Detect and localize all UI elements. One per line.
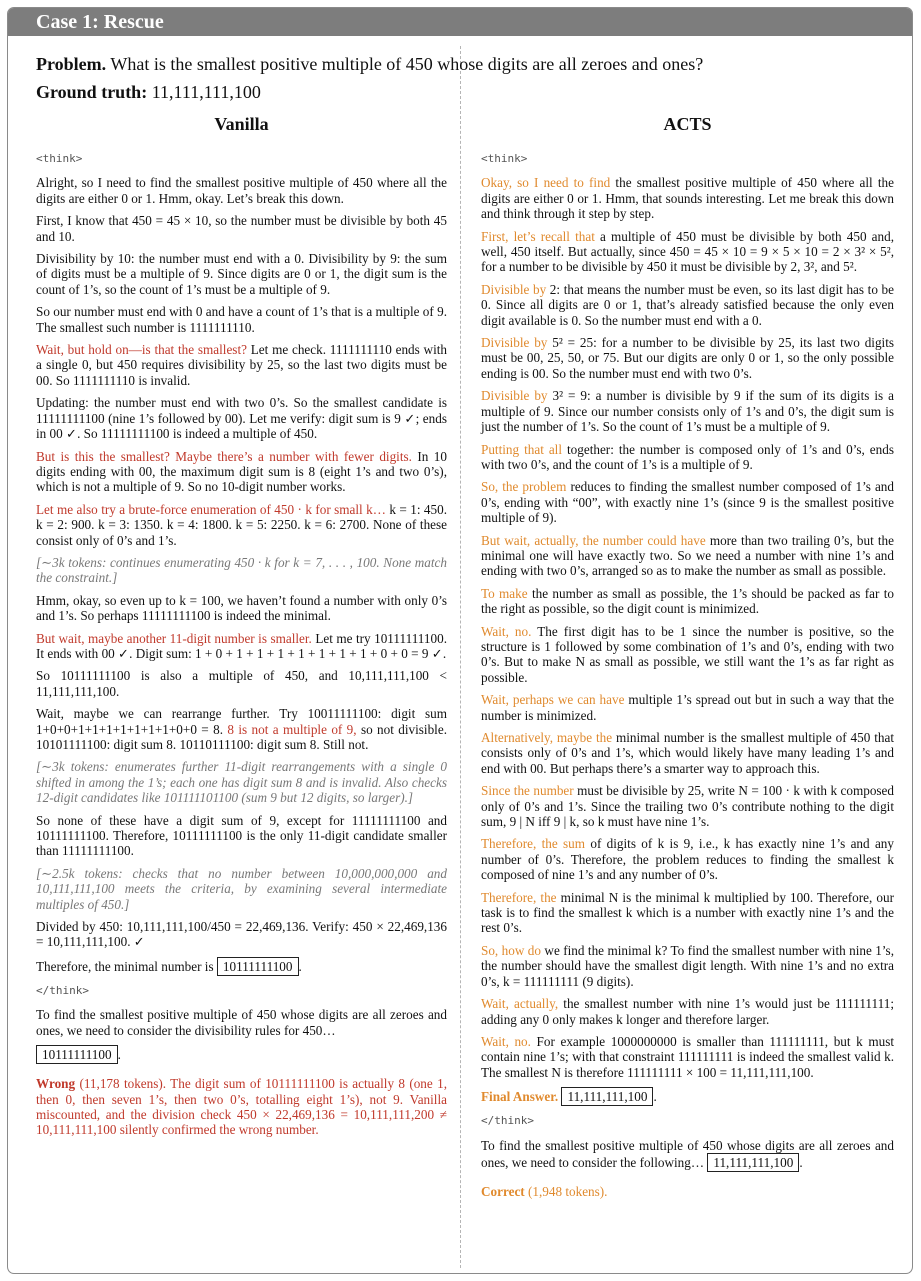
acts-paragraph	[481, 996, 894, 1027]
highlight-red: But wait, maybe another 11-digit number is smaller.	[36, 630, 312, 646]
paragraph-text: must be divisible by 25, write N = 100 · k with k composed only of 0’s and 1’s. Since the trailing two 0’s contribute nothing to the digit sum, 9 | N iff 9 | k, so k must have nine 1’s.	[481, 783, 894, 830]
highlight-orange: To make	[481, 585, 528, 601]
problem-text: What is the smallest positive multiple of 450 whose digits are all zeroes and ones?	[110, 54, 704, 74]
acts-verdict	[481, 1184, 894, 1199]
paragraph-text: so not divisible. 10101111100: digit sum 8. 10110111100: digit sum 8. Still not.	[36, 721, 447, 752]
acts-paragraph	[481, 282, 894, 328]
problem-label: Problem.	[36, 54, 107, 74]
acts-paragraph	[481, 730, 894, 776]
elided-note: [∼2.5k tokens: checks that no number between 10,000,000,000 and 10,111,111,100 meets the criteria, by examining several intermediate multiples of 450.]	[36, 865, 447, 912]
vanilla-paragraph: First, I know that 450 = 45 × 10, so the number must be divisible by both 45 and 10.	[36, 213, 447, 244]
highlight-orange: Therefore, the sum	[481, 836, 586, 852]
case-panel	[7, 7, 913, 1274]
acts-paragraph: To find the smallest positive multiple of 450 whose digits are all zeroes and ones, we need to consider the following… 11,111,111,100 .	[481, 1137, 894, 1170]
highlight-orange: Putting that all	[481, 441, 563, 457]
column-divider	[460, 46, 461, 1268]
paragraph-text: k = 1: 450. k = 2: 900. k = 3: 1350. k = 4: 1800. k = 5: 2250. k = 6: 2700. None of these consist only of 0’s and 1’s.	[36, 501, 447, 548]
vanilla-paragraph: To find the smallest positive multiple of 450 whose digits are all zeroes and ones, we need to consider the divisibility rules for 450…	[36, 1007, 447, 1038]
acts-paragraph	[481, 692, 894, 723]
paragraph-text: multiple 1’s spread out but in such a way that the number is minimized.	[481, 692, 894, 723]
vanilla-final: 10111111100 .	[36, 1045, 447, 1064]
acts-column	[481, 151, 894, 1206]
think-open-tag: <think>	[481, 152, 528, 165]
answer-box: 10111111100	[36, 1045, 118, 1064]
vanilla-title: Vanilla	[214, 114, 269, 134]
vanilla-paragraph	[36, 502, 447, 548]
verdict-text: The digit sum of 10111111100 is actually 8 (one 1, then 0, then seven 1’s, then two 0’s, totalling eight 1’s), not 9. Vanilla miscounted, and the division check 450 × 22,469,136 = 10,111,111,200 ≠ 10,111,111,100 silently confirmed the wrong number.	[36, 1076, 447, 1138]
vanilla-paragraph: Divided by 450: 10,111,111,100/450 = 22,469,136. Verify: 450 × 22,469,136 = 10,111,111,100. ✓	[36, 919, 447, 950]
highlight-red: Let me also try a brute-force enumeration of 450 · k for small k…	[36, 501, 386, 517]
highlight-orange: Wait, perhaps we can have	[481, 692, 625, 708]
vanilla-verdict	[36, 1076, 447, 1138]
acts-paragraph	[481, 335, 894, 381]
paragraph-text: of digits of k is 9, i.e., k has exactly nine 1’s and any number of 0’s. Therefore, the problem reduces to finding the smallest k composed of nine 1’s and any number of 0’s.	[481, 836, 894, 883]
paragraph-text: the number as small as possible, the 1’s should be packed as far to the right as possible, so the digit count is minimized.	[481, 585, 894, 617]
verdict-label: Wrong	[36, 1076, 76, 1092]
elided-note: [∼3k tokens: enumerates further 11-digit rearrangements with a single 0 shifted in among the 1’s; each one has digit sum 8 and is invalid. Also checks 12-digit candidates like 101111101100 (sum 9 but 12 digits, so larger).]	[36, 759, 447, 806]
acts-final-answer: Final Answer. 11,111,111,100 .	[481, 1089, 657, 1105]
think-close-tag: </think>	[481, 1114, 534, 1128]
paragraph-text: To find the smallest positive multiple of 450 whose digits are all zeroes and ones, we need to consider the following…	[481, 1137, 894, 1170]
acts-paragraph	[481, 624, 894, 686]
paragraph-text: 5² = 25: for a number to be divisible by 25, its last two digits must be 00, 25, 50, or 75. But our digits are only 0 or 1, so the only possible ending is 00. So the number must end with two 0’s.	[481, 335, 895, 381]
acts-paragraph	[481, 836, 894, 882]
paragraph-text: minimal N is the minimal k multiplied by 100. Therefore, our task is to find the smallest k which is a number with exactly nine 1’s and the rest 0’s.	[481, 889, 895, 936]
vanilla-paragraph	[36, 342, 447, 388]
acts-paragraph	[481, 175, 894, 221]
truth-label: Ground truth:	[36, 82, 148, 102]
think-close-tag: </think>	[36, 983, 89, 997]
highlight-orange: Wait, actually,	[481, 996, 559, 1012]
highlight-red: 8 is not a multiple of 9,	[223, 721, 357, 737]
highlight-orange: Therefore, the	[481, 889, 557, 905]
paragraph-text: In 10 digits ending with 00, the maximum digit sum is 8 (eight 1’s and two 0’s), which is not a multiple of 9. So no 10-digit number works.	[36, 448, 447, 495]
acts-paragraph	[481, 229, 894, 275]
acts-title: ACTS	[663, 114, 712, 134]
highlight-orange: Alternatively, maybe the	[481, 730, 613, 745]
acts-paragraph	[481, 388, 894, 434]
problem-statement	[36, 52, 703, 76]
ground-truth	[36, 80, 261, 104]
highlight-orange: Wait, no.	[481, 623, 532, 639]
think-open-tag: <think>	[36, 152, 83, 165]
highlight-orange: First, let’s recall that	[481, 228, 595, 244]
highlight-red: But is this the smallest? Maybe there’s a number with fewer digits.	[36, 448, 412, 464]
verdict-tokens: (1,948 tokens).	[524, 1183, 608, 1199]
paragraph-text: a multiple of 450 must be divisible by both 450 and, well, 450 itself. But actually, since 450 = 45 × 10 = 9 × 5 × 10 = 2 × 3² × 5², for a number to be divisible by 450 it must be divisible by 2, 3², and 5².	[481, 228, 895, 275]
acts-paragraph	[481, 442, 894, 473]
answer-box: 11,111,111,100	[561, 1087, 653, 1106]
vanilla-paragraph: Hmm, okay, so even up to k = 100, we haven’t found a number with only 0’s and 1’s. So perhaps 11111111100 is indeed the minimal.	[36, 592, 447, 624]
verdict-tokens: (11,178 tokens).	[75, 1076, 167, 1092]
paragraph-text: more than two trailing 0’s, but the minimal one will have exactly two. So we need a number with nine 1’s and ending with two 0’s, arranged so as to make the number as small as possible.	[481, 532, 894, 579]
highlight-orange: Since the number	[481, 783, 574, 799]
acts-paragraph	[481, 586, 894, 617]
vanilla-column	[36, 151, 447, 1145]
paragraph-text: reduces to finding the smallest number composed of 1’s and 0’s, ending with “00”, with exactly nine 1’s (since 9 is the smallest positive multiple of 9).	[481, 479, 894, 526]
paragraph-text: Let me check. 1111111110 ends with a single 0, but 450 requires divisibility by 25, so the last two digits must be 00. So 1111111110 is invalid.	[36, 342, 447, 388]
highlight-orange: Divisible by	[481, 388, 548, 404]
paragraph-text: minimal number is the smallest multiple of 450 that consists only of 0’s and 1’s, which would likely have many leading 1’s and end with 00. But perhaps there’s a smarter way to approach this.	[481, 730, 894, 776]
paragraph-text: The first digit has to be 1 since the number is positive, so the structure is 1 followed by some combination of 1’s and 0’s, ending with two 0’s. But to make N as small as possible, we still want the 1’s as far right as possible.	[481, 623, 894, 685]
answer-box: 11,111,111,100	[707, 1153, 799, 1172]
verdict-label: Correct	[481, 1183, 525, 1199]
case-title: Case 1: Rescue	[8, 8, 912, 36]
vanilla-paragraph: So our number must end with 0 and have a count of 1’s that is a multiple of 9. The smallest such number is 1111111110.	[36, 304, 447, 335]
vanilla-paragraph	[36, 631, 447, 662]
paragraph-text: the smallest number with nine 1’s would just be 111111111; adding any 0 only makes k longer and therefore larger.	[481, 996, 895, 1027]
paragraph-text: we find the minimal k? To find the smallest number with nine 1’s, the number should have the smallest digit length. With nine 1’s and no extra 0’s, k = 111111111 (9 digits).	[481, 942, 894, 989]
vanilla-paragraph: So 10111111100 is also a multiple of 450, and 10,111,111,100 < 11,111,111,100.	[36, 668, 447, 699]
highlight-orange: But wait, actually, the number could have	[481, 532, 706, 548]
final-answer-label: Final Answer.	[481, 1089, 559, 1105]
vanilla-paragraph: Therefore, the minimal number is 10111111100 .	[36, 958, 302, 974]
vanilla-paragraph: Alright, so I need to find the smallest positive multiple of 450 where all the digits are either 0 or 1. Hmm, okay. Let’s break this down.	[36, 175, 447, 206]
paragraph-text: Therefore, the minimal number is	[36, 958, 217, 974]
paragraph-text: For example 1000000000 is smaller than 111111111, but k must contain nine 1’s; with that constraint 111111111 is indeed the smallest valid k. The smallest N is therefore 111111111 × 100 = 11,111,111,100.	[481, 1033, 894, 1080]
highlight-orange: Wait, no.	[481, 1033, 531, 1049]
acts-paragraph	[481, 533, 894, 579]
acts-paragraph	[481, 1034, 894, 1080]
vanilla-paragraph	[36, 706, 447, 752]
paragraph-text: 3² = 9: a number is divisible by 9 if the sum of its digits is a multiple of 9. Since our number consists only of 1’s and 0’s, the digit sum is just the number of 1’s. So the count of 1’s must be a multiple of 9.	[481, 388, 894, 435]
elided-note: [∼3k tokens: continues enumerating 450 · k for k = 7, . . . , 100. None match the constraint.]	[36, 554, 447, 586]
acts-paragraph	[481, 890, 894, 936]
acts-paragraph	[481, 783, 894, 829]
answer-box: 10111111100	[217, 957, 299, 976]
paragraph-text: Wait, maybe we can rearrange further. Try 10011111100: digit sum 1+0+0+1+1+1+1+1+1+1+0+0 = 8.	[36, 706, 447, 737]
highlight-orange: Divisible by	[481, 281, 547, 297]
paragraph-text: the smallest positive multiple of 450 where all the digits are either 0 or 1. Hmm, that sounds interesting. Let me break this down and think through it step by step.	[481, 175, 894, 222]
vanilla-paragraph: So none of these have a digit sum of 9, except for 11111111100 and 10111111100. Therefore, 10111111100 is the only 11-digit candidate smaller than 11111111100.	[36, 812, 447, 859]
paragraph-text: Let me try 10111111100. It ends with 00 ✓. Digit sum: 1 + 0 + 1 + 1 + 1 + 1 + 1 + 1 + 1 + 0 + 0 = 9 ✓.	[36, 630, 447, 661]
vanilla-paragraph: Divisibility by 10: the number must end with a 0. Divisibility by 9: the sum of digits must be a multiple of 9. Since digits are 0 or 1, the digit sum is the count of 1’s, so the count of 1’s must be a multiple of 9.	[36, 251, 447, 297]
acts-paragraph	[481, 943, 894, 989]
highlight-red: Wait, but hold on—is that the smallest?	[36, 342, 247, 358]
paragraph-text: 2: that means the number must be even, so its last digit has to be 0. Since all digits are 0 or 1, that’s already satisfied because the only even digit available is 0. So the number must end with a 0.	[481, 281, 894, 328]
highlight-orange: Divisible by	[481, 335, 548, 351]
highlight-orange: Okay, so I need to find	[481, 175, 611, 191]
truth-value: 11,111,111,100	[151, 82, 261, 102]
highlight-orange: So, the problem	[481, 479, 567, 495]
vanilla-paragraph: Updating: the number must end with two 0’s. So the smallest candidate is 11111111100 (nine 1’s followed by 00). Let me verify: digit sum is 9 ✓; ends in 00 ✓. So 11111111100 is indeed a multiple of 450.	[36, 395, 447, 442]
vanilla-paragraph	[36, 449, 447, 495]
paragraph-text: together: the number is composed only of 1’s and 0’s, ends with two 0’s, and the count of 1’s is a multiple of 9.	[481, 441, 894, 472]
highlight-orange: So, how do	[481, 942, 541, 958]
acts-paragraph	[481, 479, 894, 525]
